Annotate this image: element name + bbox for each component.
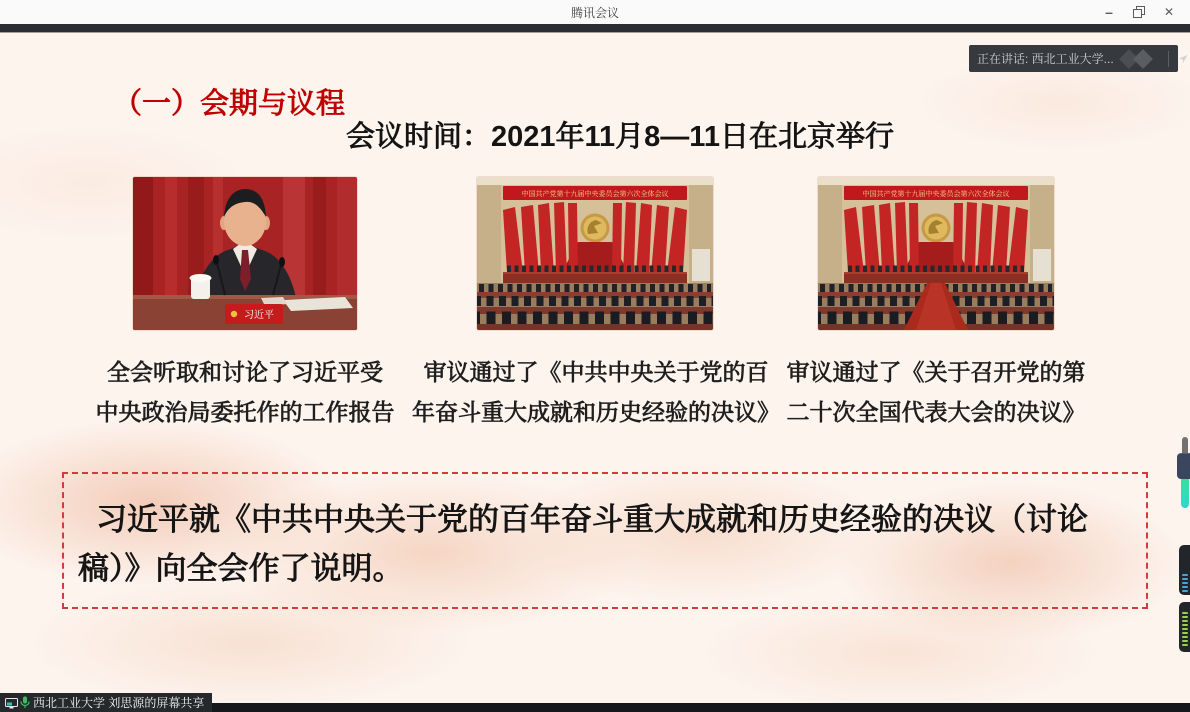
figure-2 [477,177,713,330]
svg-text:中国共产党第十九届中央委员会第六次全体会议: 中国共产党第十九届中央委员会第六次全体会议 [521,191,669,198]
slide-subheading: 会议时间：2021年11月8—11日在北京举行 [346,121,894,153]
minimize-icon: – [1105,4,1113,20]
note-box [62,472,1148,609]
speaking-indicator [969,45,1178,72]
restore-button[interactable] [1124,0,1154,24]
caption-line: 中央政治局委托作的工作报告 [95,399,395,425]
figure-2-caption [408,352,784,432]
figure-1 [133,177,357,330]
close-button[interactable] [1154,0,1184,24]
party-emblem-icon [922,214,951,243]
close-icon: ✕ [1163,5,1175,19]
figure-3 [818,177,1054,330]
shared-screen-slide [0,33,1190,703]
caption-line: 年奋斗重大成就和历史经验的决议》 [412,399,780,425]
back-arrow-button[interactable] [1176,47,1190,71]
session-banner [844,186,1028,200]
titlebar [0,0,1190,24]
window-title: 腾讯会议 [570,5,619,20]
slide-heading: （一）会期与议程 [113,88,346,120]
level-meter-blue [1179,545,1190,595]
back-arrow-icon [1176,52,1190,66]
separator [1168,51,1169,67]
minimize-button[interactable] [1094,0,1124,24]
note-line-1: 习近平就《中共中央关于党的百年奋斗重大成就和历史经验的决议（讨论 [96,502,1088,537]
slider-handle[interactable] [1177,453,1190,479]
level-meter-green [1179,602,1190,652]
window-controls [1094,0,1184,24]
volume-slider[interactable] [1177,437,1190,508]
restore-icon [1133,6,1145,18]
svg-text:习近平: 习近平 [244,310,274,321]
party-emblem-icon [581,214,610,243]
figure-3-caption [786,352,1086,432]
svg-text:中国共产党第十九届中央委员会第六次全体会议: 中国共产党第十九届中央委员会第六次全体会议 [862,191,1010,198]
note-line-2: 稿）》向全会作了说明。 [78,551,404,586]
slider-fill [1181,478,1189,508]
photo-plenum-hall [477,177,713,330]
caption-line: 审议通过了《中共中央关于党的百 [423,359,769,385]
caption-line: 全会听取和讨论了习近平受 [107,359,383,385]
session-banner [503,186,687,200]
caption-line: 审议通过了《关于召开党的第 [786,359,1086,385]
photo-xi-jinping-report [133,177,357,330]
nameplate [225,304,283,324]
photo-plenum-hall-aisle [818,177,1054,330]
screen-share-text: 西北工业大学 刘思源的屏幕共享 [33,696,205,710]
speaking-indicator-text: 正在讲话: 西北工业大学... [977,52,1114,66]
screen-share-icon [5,697,18,709]
microphone-icon [20,696,30,709]
screen-share-label [0,693,212,712]
figure-1-caption [70,352,420,432]
caption-line: 二十次全国代表大会的决议》 [786,399,1086,425]
collapsed-toolbar-strip [0,24,1190,33]
logo-diamonds-icon [1118,49,1162,69]
